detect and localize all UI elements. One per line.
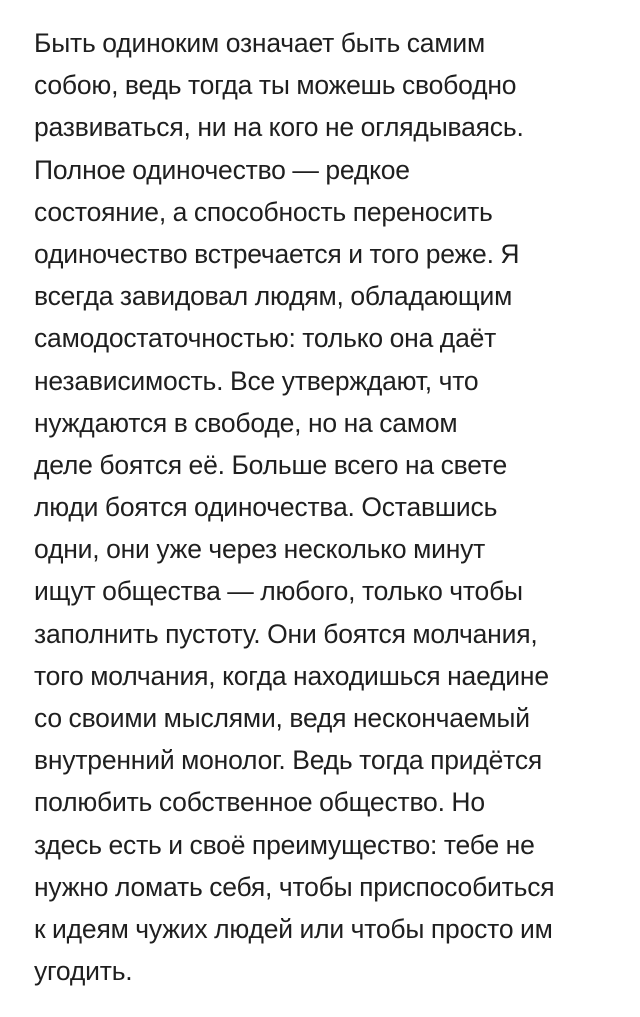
text-line-10: нуждаются в свободе, но на самом — [34, 407, 458, 438]
text-line-15: заполнить пустоту. Они боятся молчания, — [34, 618, 538, 649]
text-line-21: нужно ломать себя, чтобы приспособиться — [34, 871, 555, 902]
text-line-4: Полное одиночество — редкое — [34, 154, 410, 185]
text-line-20: здесь есть и своё преимущество: тебе не — [34, 829, 535, 860]
text-line-13: одни, они уже через несколько минут — [34, 534, 486, 565]
text-line-7: всегда завидовал людям, обладающим — [34, 281, 513, 312]
text-line-22: к идеям чужих людей или чтобы просто им — [34, 913, 553, 944]
text-line-1: Быть одиноким означает быть самим — [34, 28, 485, 58]
text-line-6: одиночество встречается и того реже. Я — [34, 238, 520, 269]
text-line-5: состояние, а способность переносить — [34, 196, 493, 227]
text-line-8: самодостаточностью: только она даёт — [34, 323, 497, 354]
text-line-14: ищут общества — любого, только чтобы — [34, 576, 523, 607]
text-line-16: того молчания, когда находишься наедине — [34, 660, 549, 691]
text-line-12: люди боятся одиночества. Оставшись — [34, 492, 498, 523]
text-line-9: независимость. Все утверждают, что — [34, 365, 479, 396]
text-line-23: угодить. — [34, 956, 133, 987]
text-line-2: собою, ведь тогда ты можешь свободно — [34, 70, 517, 101]
text-line-17: со своими мыслями, ведя нескончаемый — [34, 703, 530, 733]
text-line-18: внутренний монолог. Ведь тогда придётся — [34, 745, 543, 776]
text-line-11: деле боятся её. Больше всего на свете — [34, 449, 508, 480]
text-line-19: полюбить собственное общество. Но — [34, 787, 485, 818]
text-line-3: развиваться, ни на кого не оглядываясь. — [34, 112, 524, 143]
article-text — [34, 22, 640, 992]
